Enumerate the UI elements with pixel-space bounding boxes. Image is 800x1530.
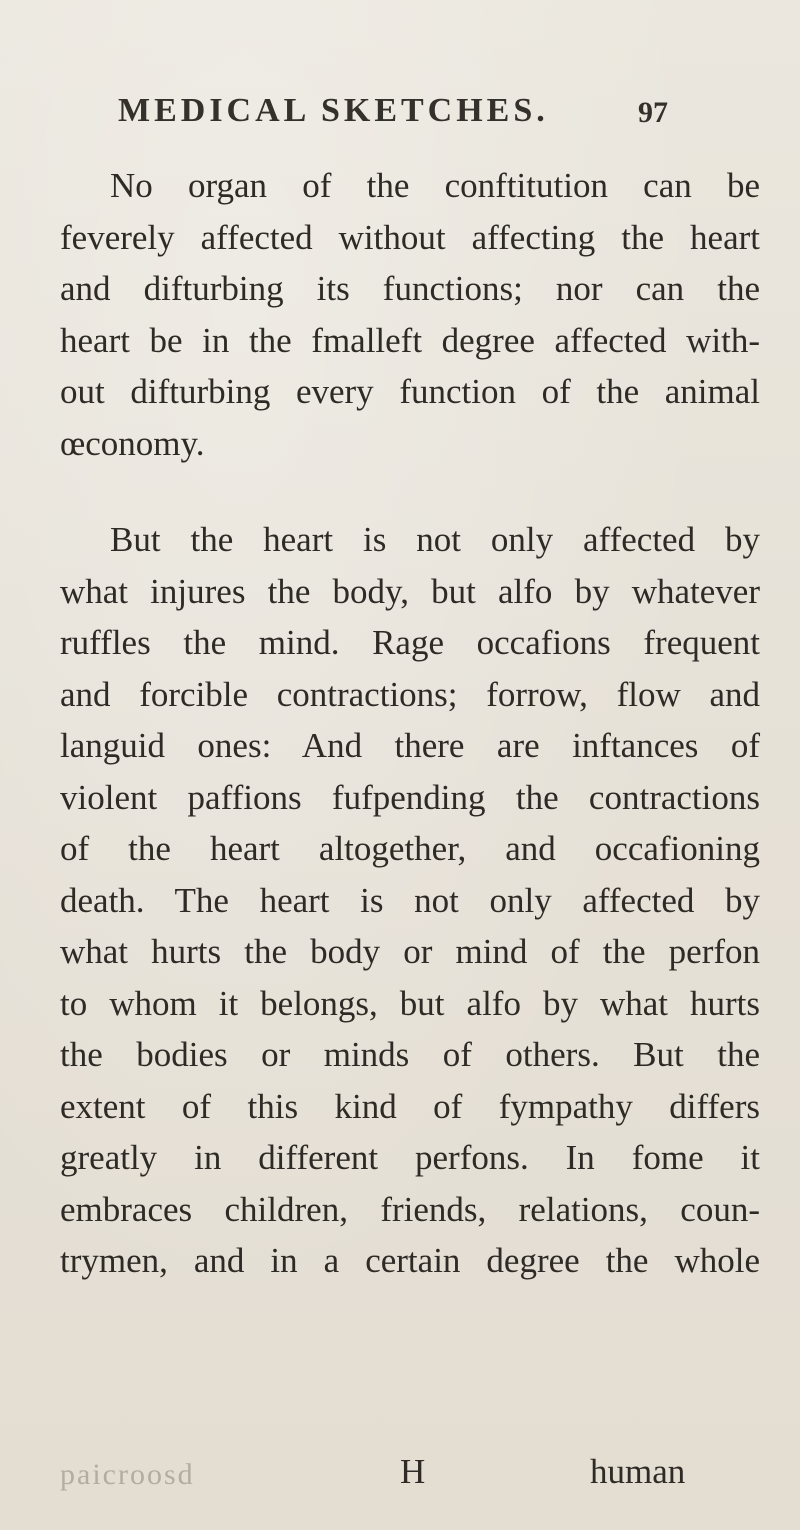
text-line: œconomy. (60, 423, 205, 463)
text-line: feverely affected without affecting the heart (60, 217, 760, 257)
signature-mark: H (400, 1452, 426, 1491)
text-line: and forcible contractions; forrow, flow and (60, 674, 760, 714)
body-text (60, 160, 760, 1287)
paragraph-1 (60, 160, 760, 469)
text-line: and difturbing its functions; nor can the (60, 269, 760, 308)
catchword: human (590, 1452, 686, 1491)
text-line: But the heart is not only affected by (110, 520, 760, 559)
bleed-through-text: paicroosd (60, 1458, 195, 1491)
text-line: greatly in different perfons. In fome it (60, 1138, 760, 1177)
text-line: what hurts the body or mind of the perfon (60, 932, 760, 971)
text-line: the bodies or minds of others. But the (60, 1035, 760, 1074)
text-line: trymen, and in a certain degree the whole (60, 1241, 760, 1280)
page-number: 97 (638, 96, 668, 129)
paragraph-2 (60, 514, 760, 1287)
text-line: languid ones: And there are inftances of (60, 726, 760, 765)
text-line: violent paffions fufpending the contractions (60, 777, 760, 817)
text-line: embraces children, friends, relations, coun- (60, 1189, 760, 1229)
text-line: out difturbing every function of the animal (60, 372, 760, 411)
running-head: MEDICAL SKETCHES. (118, 92, 549, 129)
text-line: to whom it belongs, but alfo by what hurts (60, 983, 760, 1023)
text-line: what injures the body, but alfo by whatever (60, 571, 760, 611)
text-line: ruffles the mind. Rage occafions frequent (60, 623, 760, 662)
text-line: death. The heart is not only affected by (60, 880, 760, 920)
text-line: heart be in the fmalleft degree affected with- (60, 320, 760, 360)
text-line: No organ of the conftitution can be (110, 166, 760, 205)
text-line: of the heart altogether, and occafioning (60, 829, 760, 868)
text-line: extent of this kind of fympathy differs (60, 1086, 760, 1126)
paragraph-gap (60, 469, 760, 514)
page-header (118, 92, 678, 142)
